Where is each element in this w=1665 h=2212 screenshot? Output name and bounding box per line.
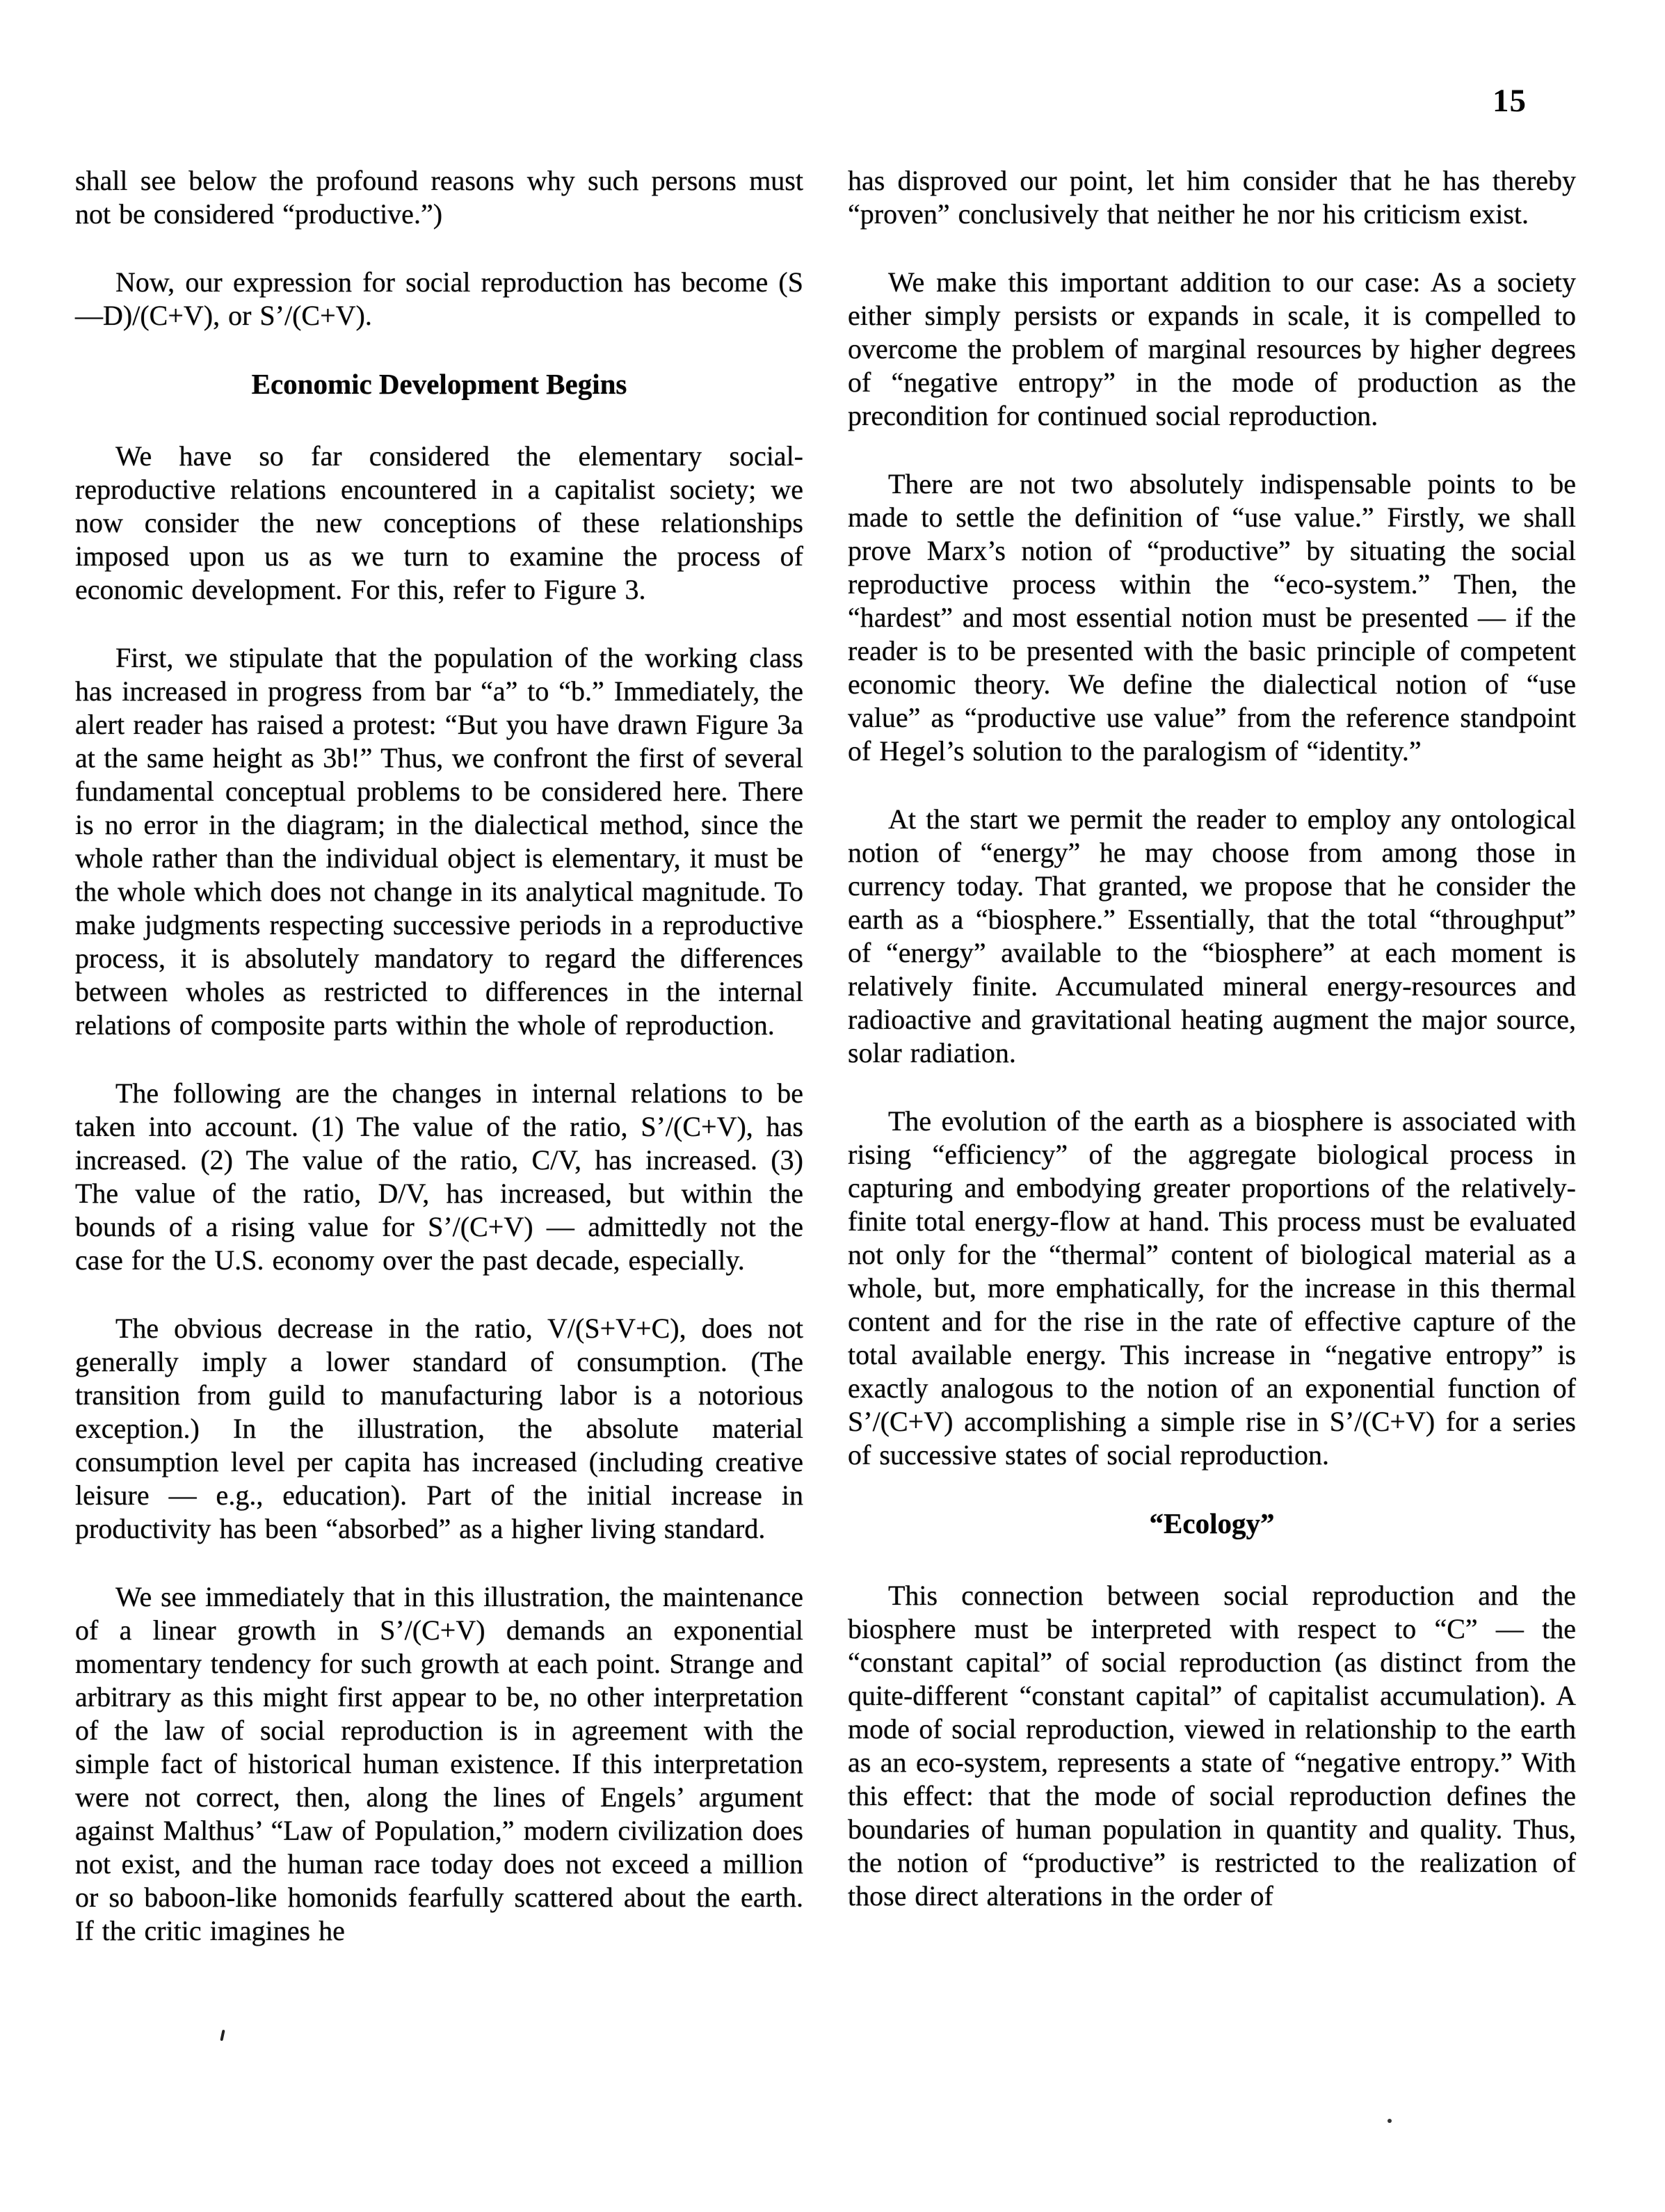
paragraph: The following are the changes in internal relations to be taken into account. (1) The value of the ratio, S’/(C+V), has increased. (2) The value of the ratio, C/V, has increased. (3) The value of the ratio, D/V, has increased, but within the bounds of a rising value for S’/(C+V) — admittedly not the case for the U.S. economy over the past decade, especially. (75, 1077, 803, 1276)
section-heading-ecology: “Ecology” (1149, 1507, 1275, 1539)
paragraph: Now, our expression for social reproduction has become (S—D)/(C+V), or S’/(C+V). (75, 266, 803, 331)
page-number: 15 (1493, 83, 1527, 119)
paragraph: There are not two absolutely indispensable points to be made to settle the definition of “use value.” Firstly, we shall prove Marx’s notion of “productive” by situating the social reproductive process within the “eco-system.” Then, the “hardest” and most essential notion must be presented — if the reader is to be presented with the basic principle of competent economic theory. We define the dialectical notion of “use value” as “productive use value” from the reference standpoint of Hegel’s solution to the paralogism of “identity.” (848, 468, 1576, 767)
paragraph: The evolution of the earth as a biosphere is associated with rising “efficiency” of the aggregate biological process in capturing and embodying greater proportions of the relatively-finite total energy-flow at hand. This process must be evaluated not only for the “thermal” content of biological material as a whole, but, more emphatically, for the increase in this thermal content and for the rise in the rate of effective capture of the total available energy. This increase in “negative entropy” is exactly analogous to the notion of an exponential function of S’/(C+V) accomplishing a simple rise in S’/(C+V) for a series of successive states of social reproduction. (848, 1105, 1576, 1470)
text-columns (75, 164, 1576, 1982)
right-column (848, 164, 1576, 1982)
paragraph: At the start we permit the reader to employ any ontological notion of “energy” he may choose from among those in currency today. That granted, we propose that he consider the earth as a “biosphere.” Essentially, that the total “throughput” of “energy” available to the “biosphere” at each moment is relatively finite. Accumulated mineral energy-resources and radioactive and gravitational heating augment the major source, solar radiation. (848, 803, 1576, 1068)
left-column (75, 164, 803, 1982)
paragraph: This connection between social reproduction and the biosphere must be interpreted with respect to “C” — the “constant capital” of social reproduction (as distinct from the quite-different “constant capital” of capitalist accumulation). A mode of social reproduction, viewed in relationship to the earth as an eco-system, represents a state of “negative entropy.” With this effect: that the mode of social reproduction defines the boundaries of human population in quantity and quality. Thus, the notion of “productive” is restricted to the realization of those direct alterations in the order of (848, 1580, 1576, 1912)
paragraph-continuation: has disproved our point, let him consider that he has thereby “proven” conclusively that neither he nor his criticism exist. (848, 165, 1576, 230)
paragraph: First, we stipulate that the population of the working class has increased in progress from bar “a” to “b.” Immediately, the alert reader has raised a protest: “But you have drawn Figure 3a at the same height as 3b!” Thus, we confront the first of several fundamental conceptual problems to be considered here. There is no error in the diagram; in the dialectical method, since the whole rather than the individual object is elementary, it must be the whole which does not change in its analytical magnitude. To make judgments respecting successive periods in a reproductive process, it is absolutely mandatory to regard the differences between wholes as restricted to differences in the internal relations of composite parts within the whole of reproduction. (75, 642, 803, 1041)
scan-artifact (220, 2030, 225, 2041)
paragraph: We see immediately that in this illustration, the maintenance of a linear growth in S’/(C+V) demands an exponential momentary tendency for such growth at each point. Strange and arbitrary as this might first appear to be, no other interpretation of the law of social reproduction is in agreement with the simple fact of historical human existence. If this interpretation were not correct, then, along the lines of Engels’ argument against Malthus’ “Law of Population,” modern civilization does not exist, and the human race today does not exceed a million or so baboon-like homonids fearfully scattered about the earth. If the critic imagines he (75, 1581, 803, 1946)
paragraph: The obvious decrease in the ratio, V/(S+V+C), does not generally imply a lower standard of consumption. (The transition from guild to manufacturing labor is a notorious exception.) In the illustration, the absolute material consumption level per capita has increased (including creative leisure — e.g., education). Part of the initial increase in productivity has been “absorbed” as a higher living standard. (75, 1313, 803, 1544)
paragraph: We make this important addition to our case: As a society either simply persists or expands in scale, it is compelled to overcome the problem of marginal resources by higher degrees of “negative entropy” in the mode of production as the precondition for continued social reproduction. (848, 266, 1576, 431)
paragraph: We have so far considered the elementary social-reproductive relations encountered in a capitalist society; we now consider the new conceptions of these relationships imposed upon us as we turn to examine the process of economic development. For this, refer to Figure 3. (75, 440, 803, 605)
paragraph-continuation: shall see below the profound reasons why such persons must not be considered “productive.”) (75, 165, 803, 230)
section-heading-economic-development-begins: Economic Development Begins (251, 368, 627, 400)
scan-artifact (1388, 2119, 1392, 2123)
